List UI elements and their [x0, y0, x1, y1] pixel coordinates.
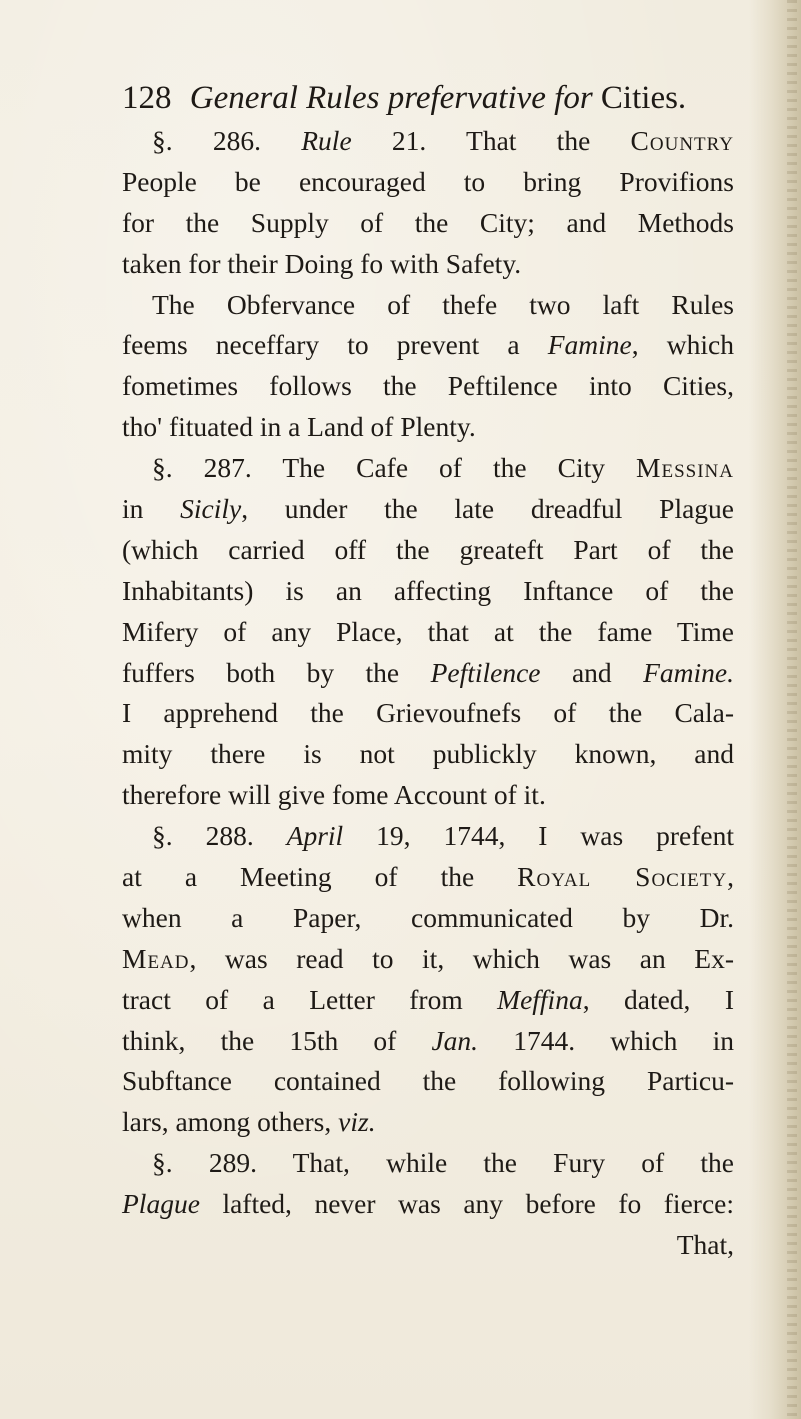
- roman-text: 1744. which in: [478, 1024, 734, 1056]
- roman-text: Inhabitants) is an affecting Inftance of the: [122, 574, 734, 606]
- roman-text: Subftance contained the following Particu-: [122, 1065, 734, 1097]
- roman-text: tho' fituated in a Land of Plenty.: [122, 411, 476, 443]
- text-line: [122, 1225, 734, 1266]
- roman-text: That,: [676, 1229, 734, 1261]
- italic-text: Jan.: [431, 1024, 479, 1056]
- italic-text: Plague: [122, 1188, 200, 1220]
- text-line: [122, 366, 734, 407]
- italic-text: Sicily: [180, 493, 242, 525]
- roman-text: for the Supply of the City; and Methods: [122, 206, 734, 238]
- roman-text: (which carried off the greateft Part of the: [122, 533, 734, 565]
- italic-text: April: [286, 820, 344, 852]
- text-line: [122, 734, 734, 775]
- roman-text: , was read to it, which was an Ex-: [189, 942, 734, 974]
- roman-text: tract of a Letter from: [122, 983, 498, 1015]
- roman-text: when a Paper, communicated by Dr.: [122, 901, 734, 933]
- roman-text: People be encouraged to bring Provifions: [122, 165, 734, 197]
- text-line: [122, 980, 734, 1021]
- italic-text: Meffina: [497, 983, 583, 1015]
- roman-text: §. 287. The Cafe of the City: [152, 452, 637, 484]
- roman-text: The Obfervance of thefe two laft Rules: [152, 288, 734, 320]
- page-gutter-shadow: [749, 0, 801, 1419]
- roman-text: , dated, I: [582, 983, 734, 1015]
- text-line: [122, 898, 734, 939]
- roman-text: therefore will give fome Account of it.: [122, 779, 546, 811]
- text-line: [122, 612, 734, 653]
- roman-text: Mifery of any Place, that at the fame Time: [122, 615, 734, 647]
- roman-text: , under the late dreadful Plague: [241, 493, 734, 525]
- text-line: [122, 1184, 734, 1225]
- text-line: [122, 325, 734, 366]
- roman-text: ,: [727, 861, 734, 893]
- text-line: [122, 857, 734, 898]
- text-line: [122, 693, 734, 734]
- running-title-italic: General Rules prefervative for: [189, 80, 593, 116]
- text-line: [122, 489, 734, 530]
- italic-text: Peftilence: [430, 656, 541, 688]
- roman-text: , which: [631, 329, 734, 361]
- small-caps-text: Royal Society: [517, 861, 728, 893]
- small-caps-text: Mead: [122, 942, 190, 974]
- roman-text: fometimes follows the Peftilence into Cities,: [122, 370, 734, 402]
- text-line: [122, 530, 734, 571]
- roman-text: feems neceffary to prevent a: [122, 329, 548, 361]
- roman-text: taken for their Doing fo with Safety.: [122, 247, 522, 279]
- text-line: [122, 1102, 734, 1143]
- roman-text: think, the 15th of: [122, 1024, 432, 1056]
- roman-text: 21. That the: [351, 125, 631, 156]
- roman-text: lafted, never was any before fo fierce:: [199, 1188, 734, 1220]
- roman-text: §. 289. That, while the Fury of the: [152, 1147, 734, 1179]
- page-number: 128: [122, 80, 172, 116]
- text-line: [122, 407, 734, 448]
- text-line: [122, 244, 734, 285]
- text-line: [122, 121, 734, 162]
- roman-text: 19, 1744, I was prefent: [343, 820, 734, 852]
- text-line: [122, 571, 734, 612]
- italic-text: viz.: [338, 1106, 376, 1138]
- text-line: [122, 448, 734, 489]
- roman-text: I apprehend the Grievoufnefs of the Cala-: [122, 697, 734, 729]
- italic-text: Famine.: [643, 656, 734, 688]
- text-line: [122, 285, 734, 326]
- small-caps-text: Messina: [636, 452, 734, 484]
- text-line: [122, 203, 734, 244]
- roman-text: in: [122, 493, 181, 525]
- text-line: [122, 1143, 734, 1184]
- roman-text: and: [540, 656, 644, 688]
- italic-text: Famine: [547, 329, 632, 361]
- roman-text: §. 286.: [152, 125, 302, 156]
- text-line: [122, 1021, 734, 1062]
- running-title-roman: Cities.: [600, 80, 687, 116]
- small-caps-text: Country: [630, 125, 734, 156]
- body-text: [122, 121, 734, 1266]
- text-line: [122, 1061, 734, 1102]
- italic-text: Rule: [301, 125, 352, 156]
- roman-text: lars, among others,: [122, 1106, 339, 1138]
- text-line: [122, 816, 734, 857]
- text-line: [122, 162, 734, 203]
- roman-text: §. 288.: [152, 820, 287, 852]
- roman-text: at a Meeting of the: [122, 861, 518, 893]
- running-header: [122, 76, 722, 120]
- text-line: [122, 775, 734, 816]
- text-line: [122, 653, 734, 694]
- text-line: [122, 939, 734, 980]
- roman-text: mity there is not publickly known, and: [122, 738, 734, 770]
- page-edge-texture: [787, 0, 797, 1419]
- roman-text: fuffers both by the: [122, 656, 431, 688]
